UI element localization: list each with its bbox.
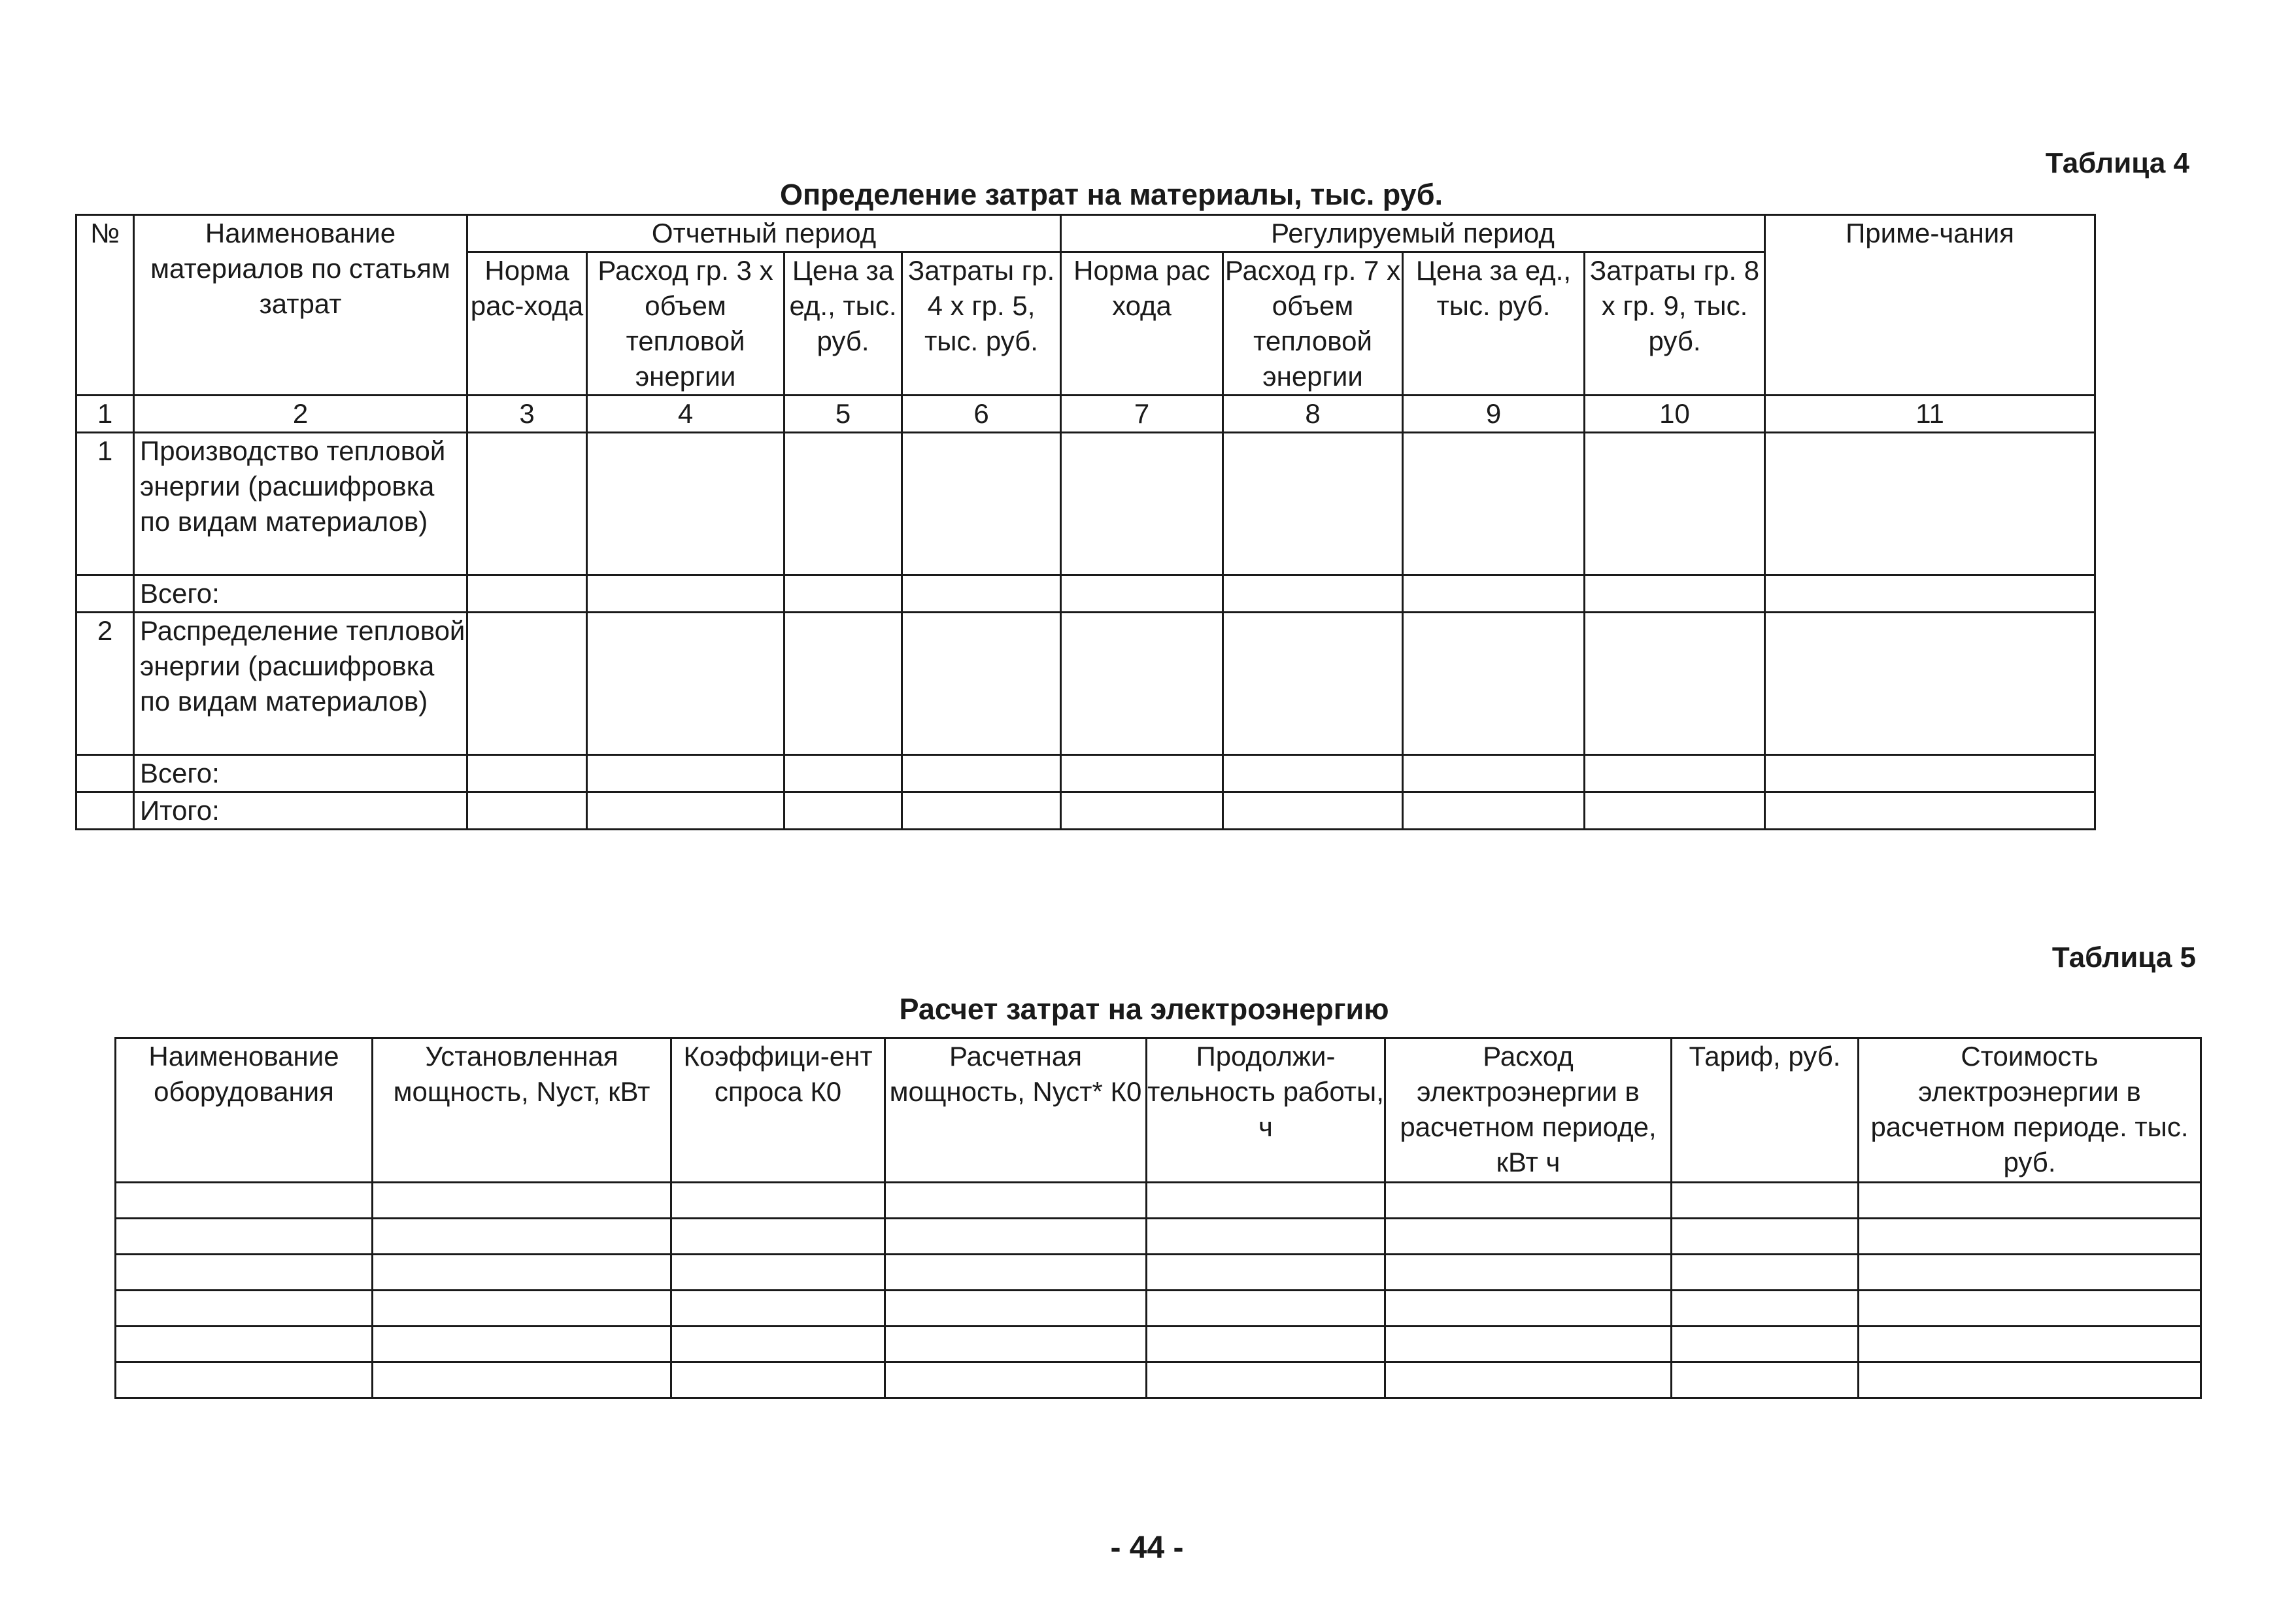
col3-header: Норма рас-хода (467, 252, 587, 396)
table-row (116, 1327, 2201, 1362)
col-no-header: № (76, 215, 134, 396)
col5-header: Цена за ед., тыс. руб. (784, 252, 902, 396)
regulated-period-header: Регулируемый период (1061, 215, 1765, 252)
table-row (116, 1291, 2201, 1327)
demand-coefficient-header: Коэффици-ент спроса К0 (671, 1038, 885, 1183)
table-row (116, 1183, 2201, 1219)
table5-label: Таблица 5 (2051, 941, 2196, 973)
table4-label: Таблица 4 (2045, 147, 2189, 179)
column-number: 3 (467, 396, 587, 433)
col10-header: Затраты гр. 8 х гр. 9, тыс. руб. (1585, 252, 1765, 396)
consumption-header: Расход электроэнергии в расчетном периоде, кВт ч (1385, 1038, 1672, 1183)
table-row (76, 755, 2095, 792)
col6-header: Затраты гр. 4 х гр. 5, тыс. руб. (902, 252, 1061, 396)
row-no (76, 792, 134, 830)
col7-header: Норма рас хода (1061, 252, 1223, 396)
column-number: 10 (1585, 396, 1765, 433)
column-number: 2 (134, 396, 467, 433)
row-name: Распределение тепловой энергии (расшифровка по видам материалов) (134, 613, 467, 755)
electricity-cost-table (114, 1037, 2202, 1399)
col4-header: Расход гр. 3 х объем тепловой энергии (587, 252, 784, 396)
column-number: 7 (1061, 396, 1223, 433)
table-row (116, 1362, 2201, 1398)
row-name: Итого: (134, 792, 467, 830)
reporting-period-header: Отчетный период (467, 215, 1061, 252)
materials-cost-table (75, 214, 2096, 830)
col-name-header: Наименование материалов по статьям затрат (134, 215, 467, 396)
col9-header: Цена за ед., тыс. руб. (1403, 252, 1585, 396)
calculated-power-header: Расчетная мощность, Nуст* К0 (885, 1038, 1147, 1183)
installed-power-header: Установленная мощность, Nуст, кВт (373, 1038, 671, 1183)
table4-title: Определение затрат на материалы, тыс. руб. (780, 178, 1443, 211)
table-row (76, 575, 2095, 613)
notes-header: Приме-чания (1765, 215, 2095, 396)
column-number: 11 (1765, 396, 2095, 433)
column-number: 6 (902, 396, 1061, 433)
table5-title: Расчет затрат на электроэнергию (899, 992, 1389, 1026)
table-row (76, 433, 2095, 575)
table5-header-row (116, 1038, 2201, 1183)
table-row (116, 1219, 2201, 1255)
column-number: 9 (1403, 396, 1585, 433)
row-name: Всего: (134, 755, 467, 792)
page-number: - 44 - (1110, 1531, 1184, 1565)
row-no (76, 575, 134, 613)
row-name: Всего: (134, 575, 467, 613)
column-number: 5 (784, 396, 902, 433)
row-name: Производство тепловой энергии (расшифровка по видам материалов) (134, 433, 467, 575)
row-no (76, 755, 134, 792)
equipment-header: Наименование оборудования (116, 1038, 373, 1183)
duration-header: Продолжи-тельность работы, ч (1147, 1038, 1385, 1183)
table-row (116, 1255, 2201, 1291)
table4-header-row (76, 215, 2095, 252)
row-no: 2 (76, 613, 134, 755)
table-row (76, 792, 2095, 830)
table-row (76, 613, 2095, 755)
row-no: 1 (76, 433, 134, 575)
column-number: 8 (1223, 396, 1403, 433)
col8-header: Расход гр. 7 х объем тепловой энергии (1223, 252, 1403, 396)
tariff-header: Тариф, руб. (1672, 1038, 1859, 1183)
column-number: 1 (76, 396, 134, 433)
cost-header: Стоимость электроэнергии в расчетном периоде. тыс. руб. (1859, 1038, 2201, 1183)
column-numbers-row (76, 396, 2095, 433)
column-number: 4 (587, 396, 784, 433)
